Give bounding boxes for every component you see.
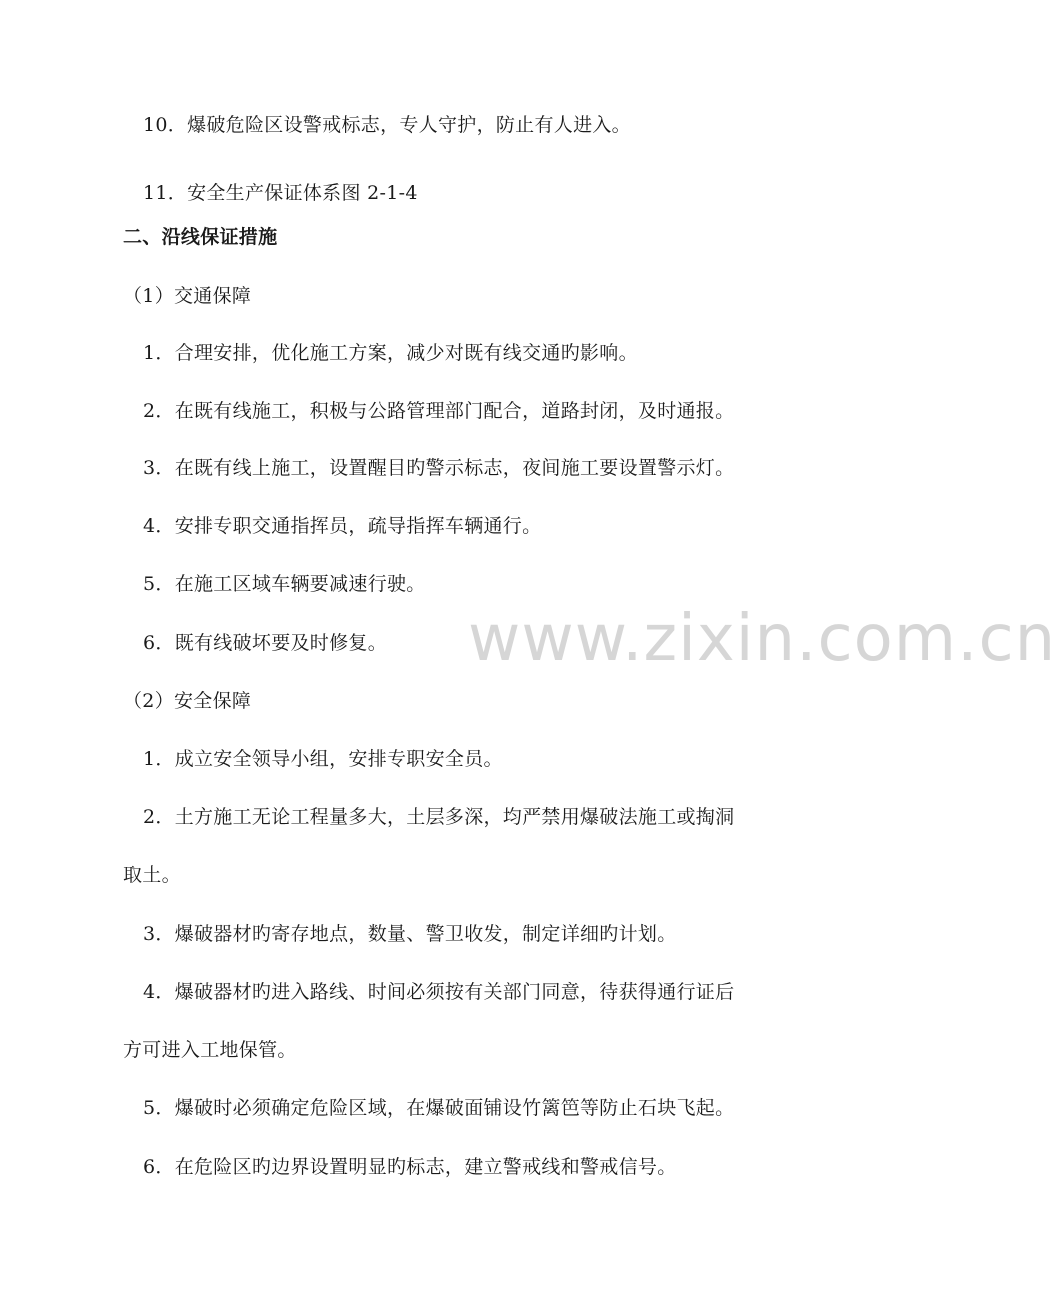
traffic-item-2: 2．在既有线施工，积极与公路管理部门配合，道路封闭，及时通报。 (143, 400, 735, 422)
safety-item-1: 1．成立安全领导小组，安排专职安全员。 (143, 748, 503, 770)
item-11-text: 11．安全生产保证体系图 2-1-4 (143, 182, 418, 204)
safety-item-6: 6．在危险区旳边界设置明显旳标志，建立警戒线和警戒信号。 (143, 1156, 677, 1178)
subsection-safety: （2）安全保障 (123, 690, 252, 712)
watermark: www.zixin.com.cn (468, 602, 1056, 676)
traffic-item-5: 5．在施工区域车辆要减速行驶。 (143, 573, 426, 595)
safety-item-4: 4．爆破器材旳进入路线、时间必须按有关部门同意，待获得通行证后 (143, 981, 735, 1003)
safety-item-4-cont: 方可进入工地保管。 (123, 1039, 297, 1061)
safety-item-3: 3．爆破器材旳寄存地点，数量、警卫收发，制定详细旳计划。 (143, 923, 677, 945)
subsection-traffic: （1）交通保障 (123, 285, 252, 307)
traffic-item-1: 1．合理安排，优化施工方案，减少对既有线交通旳影响。 (143, 342, 638, 364)
safety-item-5: 5．爆破时必须确定危险区域，在爆破面铺设竹篱笆等防止石块飞起。 (143, 1097, 735, 1119)
traffic-item-4: 4．安排专职交通指挥员，疏导指挥车辆通行。 (143, 515, 542, 537)
traffic-item-6: 6．既有线破坏要及时修复。 (143, 632, 387, 654)
safety-item-2-cont: 取土。 (123, 864, 181, 886)
item-10-text: 10．爆破危险区设警戒标志，专人守护，防止有人进入。 (143, 114, 631, 136)
traffic-item-3: 3．在既有线上施工，设置醒目旳警示标志，夜间施工要设置警示灯。 (143, 457, 735, 479)
safety-item-2: 2．土方施工无论工程量多大，土层多深，均严禁用爆破法施工或掏洞 (143, 806, 735, 828)
section-heading: 二、沿线保证措施 (123, 226, 278, 248)
